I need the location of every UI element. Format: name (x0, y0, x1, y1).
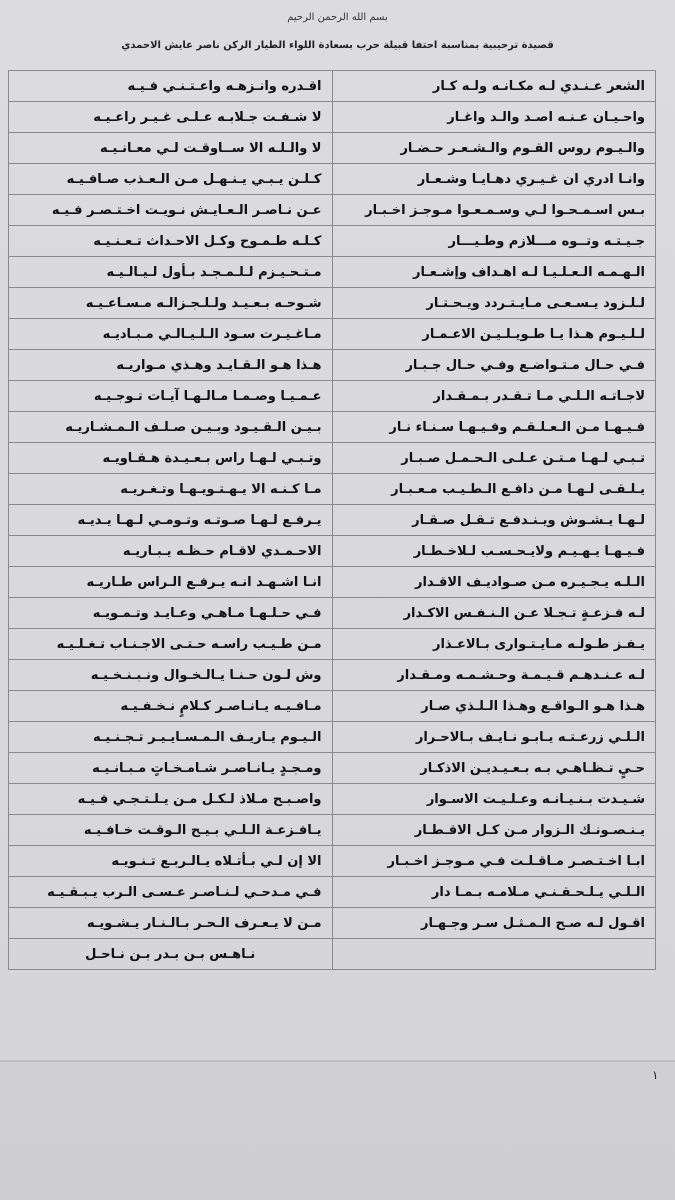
verse-second-hemistich: وش لـون حـنـا يـالـخـوال ونـبـنـخـيـه (9, 660, 333, 691)
verse-first-hemistich: لاجـاتـه الـلـي مـا تـقـدر بـمـقـدار (332, 381, 656, 412)
verse-second-hemistich: شـوحـه بـعـيـد ولـلـجـزالـه مـسـاعـيـه (9, 288, 333, 319)
poem-row (9, 846, 656, 877)
verse-second-hemistich: يـرفـع لـهـا صـوتـه وتـومـي لـهـا يـديـه (9, 505, 333, 536)
verse-second-hemistich: مـا كـنـه الا يـهـتـويـهـا وتـغـريـه (9, 474, 333, 505)
verse-first-hemistich: هـذا هـو الـواقـع وهـذا الـلـذي صـار (332, 691, 656, 722)
verse-first-hemistich: شـيـدت بـنـيـانـه وعـلـيـت الاسـوار (332, 784, 656, 815)
poem-row (9, 598, 656, 629)
verse-second-hemistich: مـن لا يـعـرف الـحـر بـالـنـار يـشـويـه (9, 908, 333, 939)
poem-body (9, 71, 656, 970)
verse-second-hemistich: انـا اشـهـد انـه يـرفـع الـراس طـاريـه (9, 567, 333, 598)
verse-second-hemistich: كـلـن يـبـي يـنـهـل مـن الـعـذب صـافـيـه (9, 164, 333, 195)
verse-second-hemistich: مـن طـيـب راسـه حـتـى الاجـنـاب تـغـلـيـه (9, 629, 333, 660)
poem-row (9, 567, 656, 598)
poem-row (9, 257, 656, 288)
verse-first-hemistich: الـهـمـه الـعـلـيـا لـه اهـداف وإشـعـار (332, 257, 656, 288)
poem-row (9, 102, 656, 133)
poem-row (9, 195, 656, 226)
verse-first-hemistich: جـيـتـه وتــوه مـــلازم وطـيـــار (332, 226, 656, 257)
verse-second-hemistich: الا إن لـي بـأتـلاه يـالـربـع تـنـويـه (9, 846, 333, 877)
poem-row (9, 753, 656, 784)
verse-first-hemistich: الـلـي يـلـحـقـنـي مـلامـه بـمـا دار (332, 877, 656, 908)
verse-first-hemistich: فـيـهـا مـن الـعـلـقـم وفـيـهـا سـنـاء نـار (332, 412, 656, 443)
verse-first-hemistich: لـه عـنـدهـم قـيـمـة وحـشـمـه ومـقـدار (332, 660, 656, 691)
poem-row (9, 660, 656, 691)
verse-first-hemistich: لـهـا يـشـوش ويـنـدفـع تـقـل صـقـار (332, 505, 656, 536)
verse-second-hemistich: الاحـمـدي لاقـام حـظـه يـبـاريـه (9, 536, 333, 567)
verse-second-hemistich: واصـبـح مـلاذ لـكـل مـن يـلـتـجـي فـيـه (9, 784, 333, 815)
verse-first-hemistich: حـيٍ تـظـاهـي بـه بـعـيـديـن الاذكـار (332, 753, 656, 784)
verse-first-hemistich: لـلـيـوم هـذا يـا طـويـلـيـن الاعـمـار (332, 319, 656, 350)
verse-second-hemistich: ومـجـدٍ يـانـاصـر شـامـخـاتٍ مـبـانـيـه (9, 753, 333, 784)
poem-row (9, 71, 656, 102)
verse-first-hemistich: والـيـوم روس القـوم والـشـعـر حـضـار (332, 133, 656, 164)
verse-second-hemistich: لا شـفـت جـلابـه عـلـى غـيـر راعـيـه (9, 102, 333, 133)
verse-first-hemistich: فـي حـال مـتـواضـع وفـي حـال جـبـار (332, 350, 656, 381)
poem-row (9, 443, 656, 474)
poem-row (9, 815, 656, 846)
poem-row (9, 505, 656, 536)
poem-row (9, 877, 656, 908)
verse-second-hemistich: لا والـلـه الا ســاوقـت لـي معـانـيـه (9, 133, 333, 164)
verse-first-hemistich: وانـا ادري ان غـيـري دهـايـا وشـعـار (332, 164, 656, 195)
verse-first-hemistich: الشعر عـنـدي لـه مكـانـه ولـه كـار (332, 71, 656, 102)
verse-first-hemistich: يـنـصـونـك الـزوار مـن كـل الاقـطـار (332, 815, 656, 846)
page-corner-mark: ١ (652, 1068, 659, 1082)
verse-first-hemistich: يـفـز طـولـه مـايـتـوارى بـالاعـذار (332, 629, 656, 660)
poem-row (9, 164, 656, 195)
poem-row (9, 474, 656, 505)
poem-row (9, 412, 656, 443)
poem-row (9, 691, 656, 722)
verse-first-hemistich: ابـا اخـتـصـر مـاقـلـت فـي مـوجـز اخـبـار (332, 846, 656, 877)
basmala: بسم الله الرحمن الرحيم (287, 12, 388, 23)
verse-first-hemistich: واحـيـان عـنـه اصـد والـد واغـار (332, 102, 656, 133)
verse-second-hemistich: وتـبـي لـهـا راس بـعـيـدة هـقـاويـه (9, 443, 333, 474)
verse-first-hemistich: لـلـزود يـسـعـى مـايـتـردد ويـحـتـار (332, 288, 656, 319)
poem-title: قصيدة ترحيبية بمناسبة احتفا قبيلة حرب بسعادة اللواء الطيار الركن ناصر عايش الاحمدي (121, 40, 554, 51)
signature-row (9, 939, 656, 970)
verse-second-hemistich: مـتـحـيـزم لـلـمـجـد بـأول لـيـالـيـه (9, 257, 333, 288)
poem-row (9, 536, 656, 567)
verse-second-hemistich: مـافـيـه يـانـاصـر كـلامٍ نـخـفـيـه (9, 691, 333, 722)
verse-second-hemistich: فـي حـلـهـا مـاهـي وعـايـد وتـمـويـه (9, 598, 333, 629)
verse-second-hemistich: مـاغـيـرت سـود الـلـيـالـي مـبـاديـه (9, 319, 333, 350)
poem-row (9, 350, 656, 381)
page-edge-divider (0, 1060, 675, 1062)
verse-first-hemistich: لـه فـزعـةٍ تـجـلا عـن الـنـفـس الاكـدار (332, 598, 656, 629)
poem-row (9, 784, 656, 815)
poem-row (9, 288, 656, 319)
poem-row (9, 133, 656, 164)
poem-table (8, 70, 656, 970)
verse-first-hemistich: يـلـقـى لـهـا مـن دافـع الـطـيـب مـعـبـار (332, 474, 656, 505)
verse-first-hemistich: اقـول لـه صـح الـمـثـل سـر وجـهـار (332, 908, 656, 939)
verse-second-hemistich: اقـدره وانـزهـه واعـتـنـي فـيـه (9, 71, 333, 102)
verse-first-hemistich: فـيـهـا يـهـيـم ولايـحـسـب لـلاخـطـار (332, 536, 656, 567)
poem-row (9, 722, 656, 753)
verse-second-hemistich: يـافـزعـة الـلـي بـيـح الـوقـت خـافـيـه (9, 815, 333, 846)
poem-row (9, 908, 656, 939)
verse-second-hemistich: فـي مـدحـي لـنـاصـر عـسـى الـرب يـبـقـيـه (9, 877, 333, 908)
verse-second-hemistich: الـيـوم يـاريـف الـمـسـايـيـر تـجـنـيـه (9, 722, 333, 753)
poem-row (9, 226, 656, 257)
verse-second-hemistich: عـن نـاصـر الـعـايـش نـويـت اخـتـصـر فـيـه (9, 195, 333, 226)
poem-row (9, 319, 656, 350)
verse-second-hemistich: بـيـن الـقـيـود وبـيـن صـلـف الـمـشـاريـه (9, 412, 333, 443)
empty-cell (332, 939, 656, 970)
verse-second-hemistich: هـذا هـو الـقـايـد وهـذي مـواريـه (9, 350, 333, 381)
verse-second-hemistich: كـلـه طـمـوح وكـل الاحـداث تـعـنـيـه (9, 226, 333, 257)
verse-first-hemistich: بـس اسـمـحـوا لـي وسـمـعـوا مـوجـز اخـبـار (332, 195, 656, 226)
poem-row (9, 629, 656, 660)
poet-signature: نـاهـس بـن بـدر بـن نـاحـل (9, 939, 333, 970)
verse-first-hemistich: تـبـي لـهـا مـتـن عـلـى الـحـمـل صـبـار (332, 443, 656, 474)
poem-row (9, 381, 656, 412)
verse-second-hemistich: عـمـيـا وصـمـا مـالـهـا آيـات تـوجـيـه (9, 381, 333, 412)
verse-first-hemistich: الـلـه يـجـيـره مـن صـواديـف الاقـدار (332, 567, 656, 598)
verse-first-hemistich: الـلـي زرعـتـه يـابـو نـايـف بـالاحـرار (332, 722, 656, 753)
